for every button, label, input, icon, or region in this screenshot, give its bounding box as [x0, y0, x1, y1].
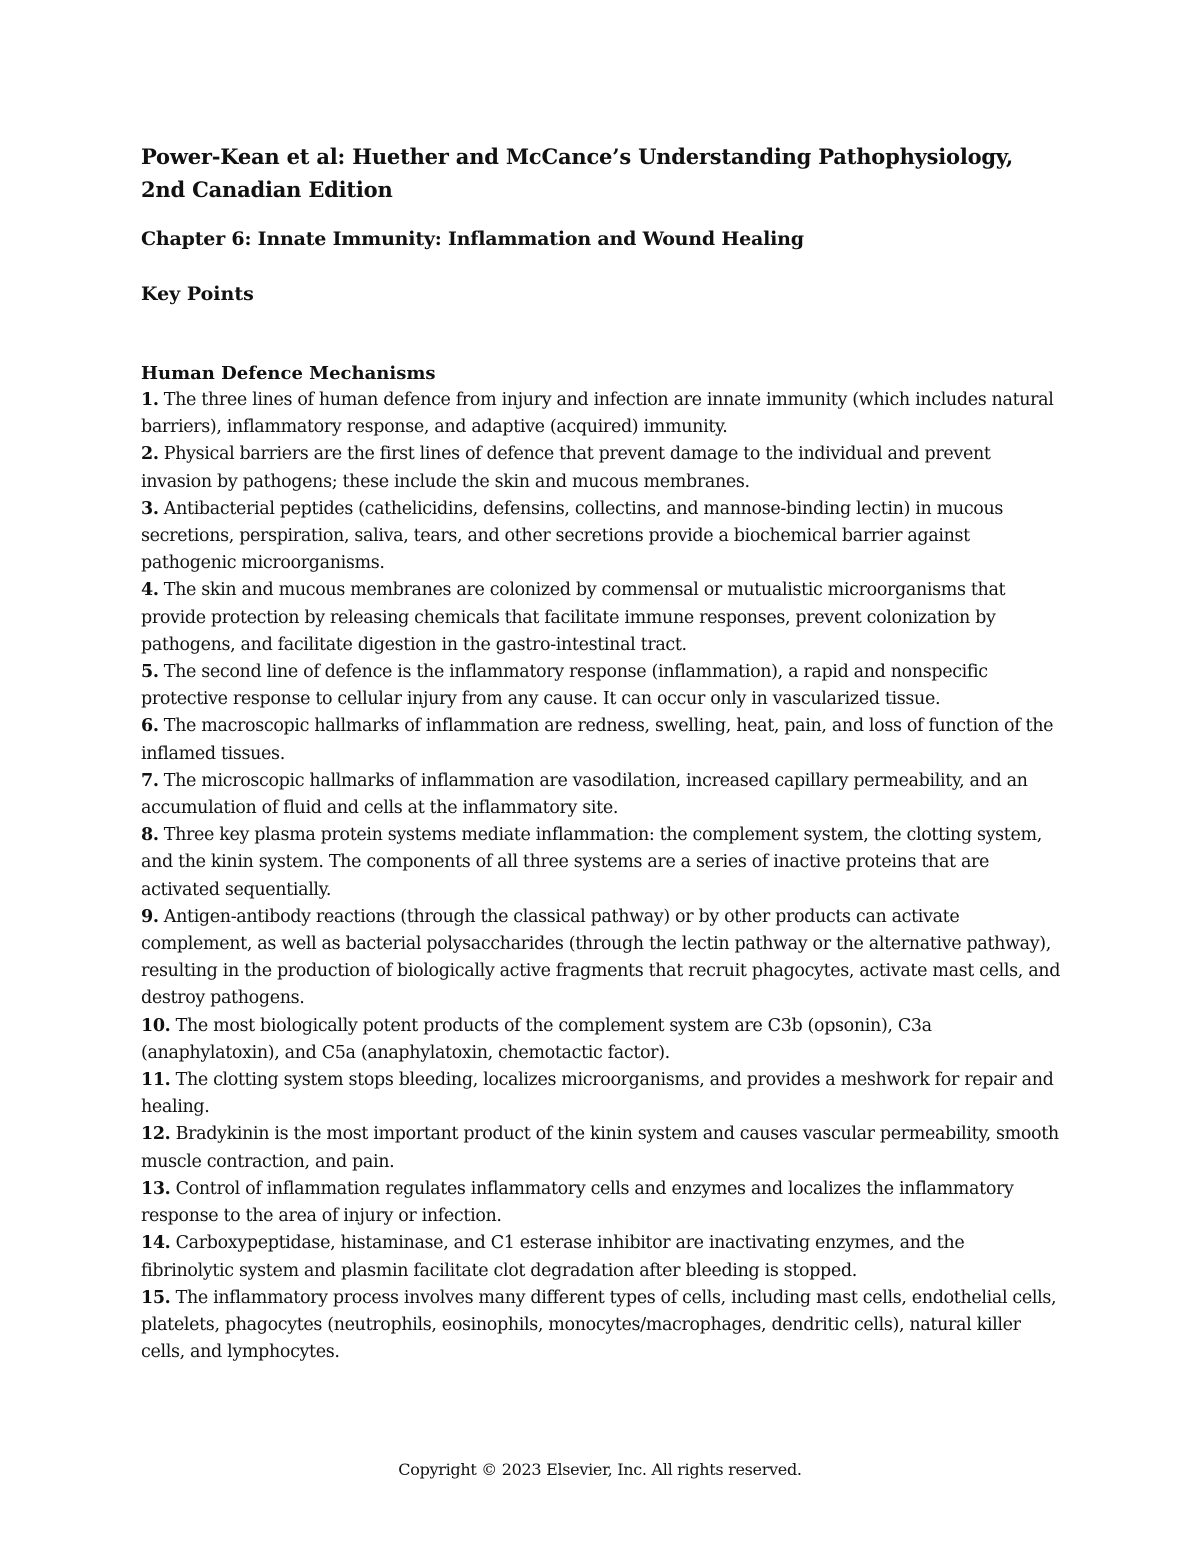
- point-text: The clotting system stops bleeding, localizes microorganisms, and provides a meshwork for repair and healing.: [141, 1070, 1054, 1118]
- point-text: Physical barriers are the first lines of defence that prevent damage to the individual and prevent invasion by pathogens; these include the skin and mucous membranes.: [141, 444, 991, 492]
- key-points-list: [141, 387, 1061, 1366]
- key-point-5: [141, 659, 1061, 713]
- key-point-13: [141, 1176, 1061, 1230]
- point-number: 3.: [141, 498, 159, 519]
- point-text: The second line of defence is the inflammatory response (inflammation), a rapid and nonspecific protective response to cellular injury from any cause. It can occur only in vascularized tissue.: [141, 662, 988, 710]
- point-number: 14.: [141, 1233, 171, 1254]
- point-text: The macroscopic hallmarks of inflammation are redness, swelling, heat, pain, and loss of function of the inflamed tissues.: [141, 716, 1054, 764]
- key-point-9: [141, 904, 1061, 1013]
- point-number: 15.: [141, 1287, 171, 1308]
- point-number: 8.: [141, 825, 159, 846]
- point-text: Antibacterial peptides (cathelicidins, defensins, collectins, and mannose-binding lectin) in mucous secretions, perspiration, saliva, tears, and other secretions provide a biochemical barrier against pathogenic microorganisms.: [141, 498, 1004, 574]
- point-text: The skin and mucous membranes are colonized by commensal or mutualistic microorganisms that provide protection by releasing chemicals that facilitate immune responses, prevent colonization by pathogens, and facilitate digestion in the gastro-intestinal tract.: [141, 580, 1006, 655]
- point-number: 4.: [141, 580, 159, 601]
- book-title: Power-Kean et al: Huether and McCance’s Understanding Pathophysiology, 2nd Canadian Edition: [141, 144, 1014, 202]
- key-point-14: [141, 1230, 1061, 1284]
- key-point-2: [141, 441, 1061, 495]
- point-text: Carboxypeptidase, histaminase, and C1 esterase inhibitor are inactivating enzymes, and the fibrinolytic system and plasmin facilitate clot degradation after bleeding is stopped.: [141, 1233, 965, 1281]
- copyright-footer: Copyright © 2023 Elsevier, Inc. All rights reserved.: [398, 1460, 802, 1479]
- point-number: 10.: [141, 1015, 171, 1036]
- point-text: The inflammatory process involves many different types of cells, including mast cells, endothelial cells, platelets, phagocytes (neutrophils, eosinophils, monocytes/macrophages, dendritic cells), natural killer cells, and lymphocytes.: [141, 1287, 1057, 1363]
- point-text: Three key plasma protein systems mediate inflammation: the complement system, the clotting system, and the kinin system. The components of all three systems are a series of inactive proteins that are activated sequentially.: [141, 825, 1042, 900]
- key-point-11: [141, 1067, 1061, 1121]
- point-number: 13.: [141, 1178, 171, 1199]
- key-point-15: [141, 1285, 1061, 1367]
- point-text: Control of inflammation regulates inflammatory cells and enzymes and localizes the inflammatory response to the area of injury or infection.: [141, 1178, 1014, 1227]
- key-point-10: [141, 1013, 1061, 1067]
- point-number: 11.: [141, 1070, 171, 1091]
- point-number: 1.: [141, 390, 159, 410]
- point-number: 7.: [141, 770, 159, 791]
- point-number: 5.: [141, 662, 159, 683]
- key-point-3: [141, 496, 1061, 578]
- point-text: Bradykinin is the most important product of the kinin system and causes vascular permeability, smooth muscle contraction, and pain.: [141, 1124, 1059, 1172]
- key-point-6: [141, 713, 1061, 767]
- point-text: The most biologically potent products of the complement system are C3b (opsonin), C3a (anaphylatoxin), and C5a (anaphylatoxin, chemotactic factor).: [141, 1015, 932, 1063]
- document-page: [141, 140, 1061, 1366]
- key-point-7: [141, 768, 1061, 822]
- point-number: 2.: [141, 444, 159, 465]
- key-point-8: [141, 822, 1061, 904]
- key-point-4: [141, 577, 1061, 659]
- point-text: The microscopic hallmarks of inflammation are vasodilation, increased capillary permeability, and an accumulation of fluid and cells at the inflammatory site.: [141, 770, 1028, 819]
- point-number: 12.: [141, 1124, 171, 1145]
- chapter-title: Chapter 6: Innate Immunity: Inflammation and Wound Healing: [141, 228, 804, 250]
- point-text: The three lines of human defence from injury and infection are innate immunity (which includes natural barriers), inflammatory response, and adaptive (acquired) immunity.: [141, 390, 1054, 438]
- point-number: 9.: [141, 906, 159, 927]
- section-heading: Human Defence Mechanisms: [141, 363, 436, 384]
- key-point-12: [141, 1121, 1061, 1175]
- key-points-label: Key Points: [141, 283, 254, 305]
- point-text: Antigen-antibody reactions (through the classical pathway) or by other products can activate complement, as well as bacterial polysaccharides (through the lectin pathway or the alternative pathway), resulting in the production of biologically active fragments that recruit phagocytes, activate mast cells, and destroy pathogens.: [141, 906, 1061, 1009]
- point-number: 6.: [141, 716, 159, 737]
- key-point-1: [141, 387, 1061, 441]
